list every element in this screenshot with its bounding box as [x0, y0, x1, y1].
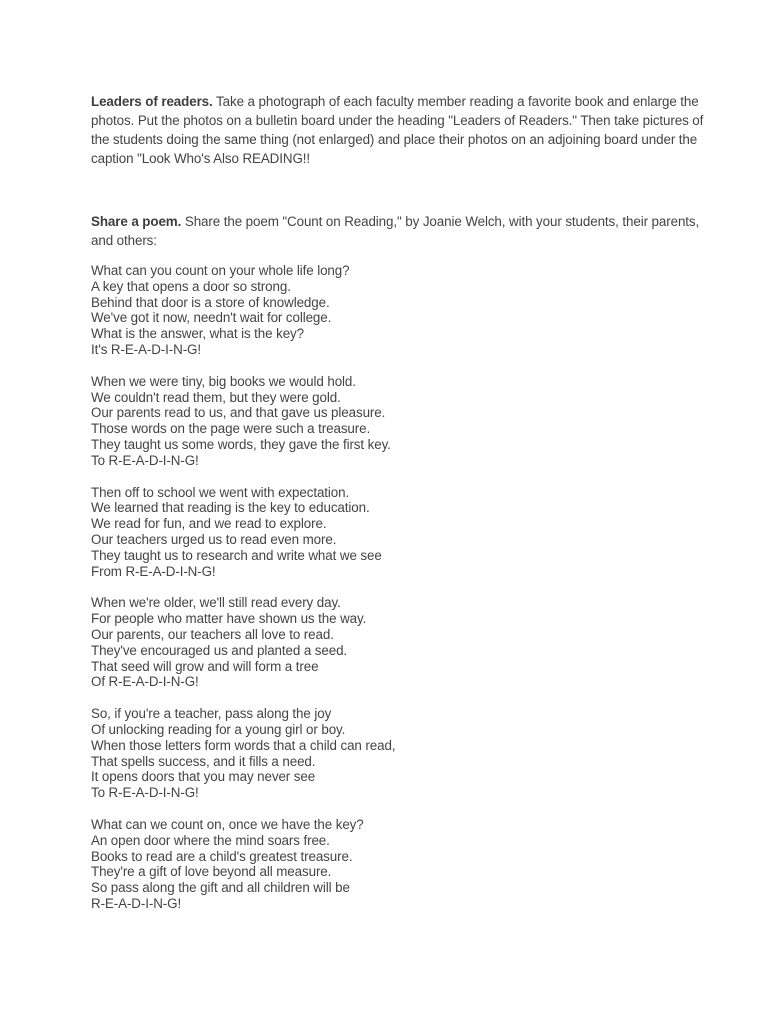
poem-line: So, if you're a teacher, pass along the joy: [91, 706, 332, 722]
poem-line: It's R-E-A-D-I-N-G!: [91, 341, 201, 357]
poem-line: To R-E-A-D-I-N-G!: [91, 452, 199, 468]
poem-line: Those words on the page were such a treasure.: [91, 421, 371, 437]
poem-line: Our parents read to us, and that gave us pleasure.: [91, 405, 386, 421]
poem-count-on-reading: [91, 263, 691, 928]
poem-line: When we were tiny, big books we would hold.: [91, 373, 356, 389]
share-a-poem-paragraph: [91, 212, 711, 250]
poem-stanza: [91, 706, 691, 801]
poem-line: Our teachers urged us to read even more.: [91, 531, 337, 547]
poem-line: Our parents, our teachers all love to read.: [91, 626, 334, 642]
poem-line: For people who matter have shown us the way.: [91, 611, 367, 627]
poem-line: What is the answer, what is the key?: [91, 326, 304, 342]
leaders-of-readers-paragraph: [91, 92, 711, 168]
poem-line: They taught us to research and write what we see: [91, 547, 382, 563]
poem-line: What can you count on your whole life long?: [91, 263, 350, 278]
poem-line: We learned that reading is the key to education.: [91, 500, 370, 516]
poem-line: That spells success, and it fills a need.: [91, 753, 316, 769]
poem-stanza: [91, 485, 691, 580]
leaders-of-readers-heading: Leaders of readers.: [91, 94, 213, 109]
poem-stanza: [91, 817, 691, 912]
poem-line: Behind that door is a store of knowledge.: [91, 294, 330, 310]
poem-stanza: [91, 595, 691, 690]
poem-line: It opens doors that you may never see: [91, 769, 316, 785]
poem-line: R-E-A-D-I-N-G!: [91, 895, 182, 911]
poem-line: So pass along the gift and all children will be: [91, 880, 350, 896]
poem-line: We couldn't read them, but they were gold.: [91, 389, 341, 405]
poem-line: They're a gift of love beyond all measure.: [91, 864, 332, 880]
poem-line: Of unlocking reading for a young girl or boy.: [91, 721, 346, 737]
poem-line: They taught us some words, they gave the first key.: [91, 436, 391, 452]
poem-line: We read for fun, and we read to explore.: [91, 516, 327, 532]
poem-line: Then off to school we went with expectation.: [91, 484, 350, 500]
leaders-of-readers-text: Take a photograph of each faculty member reading a favorite book and enlarge the photos. Put the photos on a bulletin board under the heading "Leaders of Readers." Then take pictures of the students doing the same thing (not enlarged) and place their photos on an adjoining board under the caption "Look Who's Also READING!!: [91, 94, 704, 166]
share-a-poem-heading: Share a poem.: [91, 214, 182, 229]
poem-line: Of R-E-A-D-I-N-G!: [91, 674, 199, 690]
poem-line: From R-E-A-D-I-N-G!: [91, 563, 216, 579]
poem-stanza: [91, 263, 691, 358]
poem-line: When we're older, we'll still read every day.: [91, 595, 341, 611]
poem-stanza: [91, 374, 691, 469]
poem-line: To R-E-A-D-I-N-G!: [91, 785, 199, 801]
poem-line: When those letters form words that a child can read,: [91, 737, 396, 753]
poem-line: We've got it now, needn't wait for college.: [91, 310, 332, 326]
poem-line: A key that opens a door so strong.: [91, 278, 291, 294]
poem-line: That seed will grow and will form a tree: [91, 658, 319, 674]
poem-line: Books to read are a child's greatest treasure.: [91, 848, 353, 864]
poem-line: An open door where the mind soars free.: [91, 832, 330, 848]
share-a-poem-text: Share the poem "Count on Reading," by Joanie Welch, with your students, their parents, and others:: [91, 214, 700, 248]
poem-line: What can we count on, once we have the key?: [91, 816, 364, 832]
poem-line: They've encouraged us and planted a seed.: [91, 642, 348, 658]
